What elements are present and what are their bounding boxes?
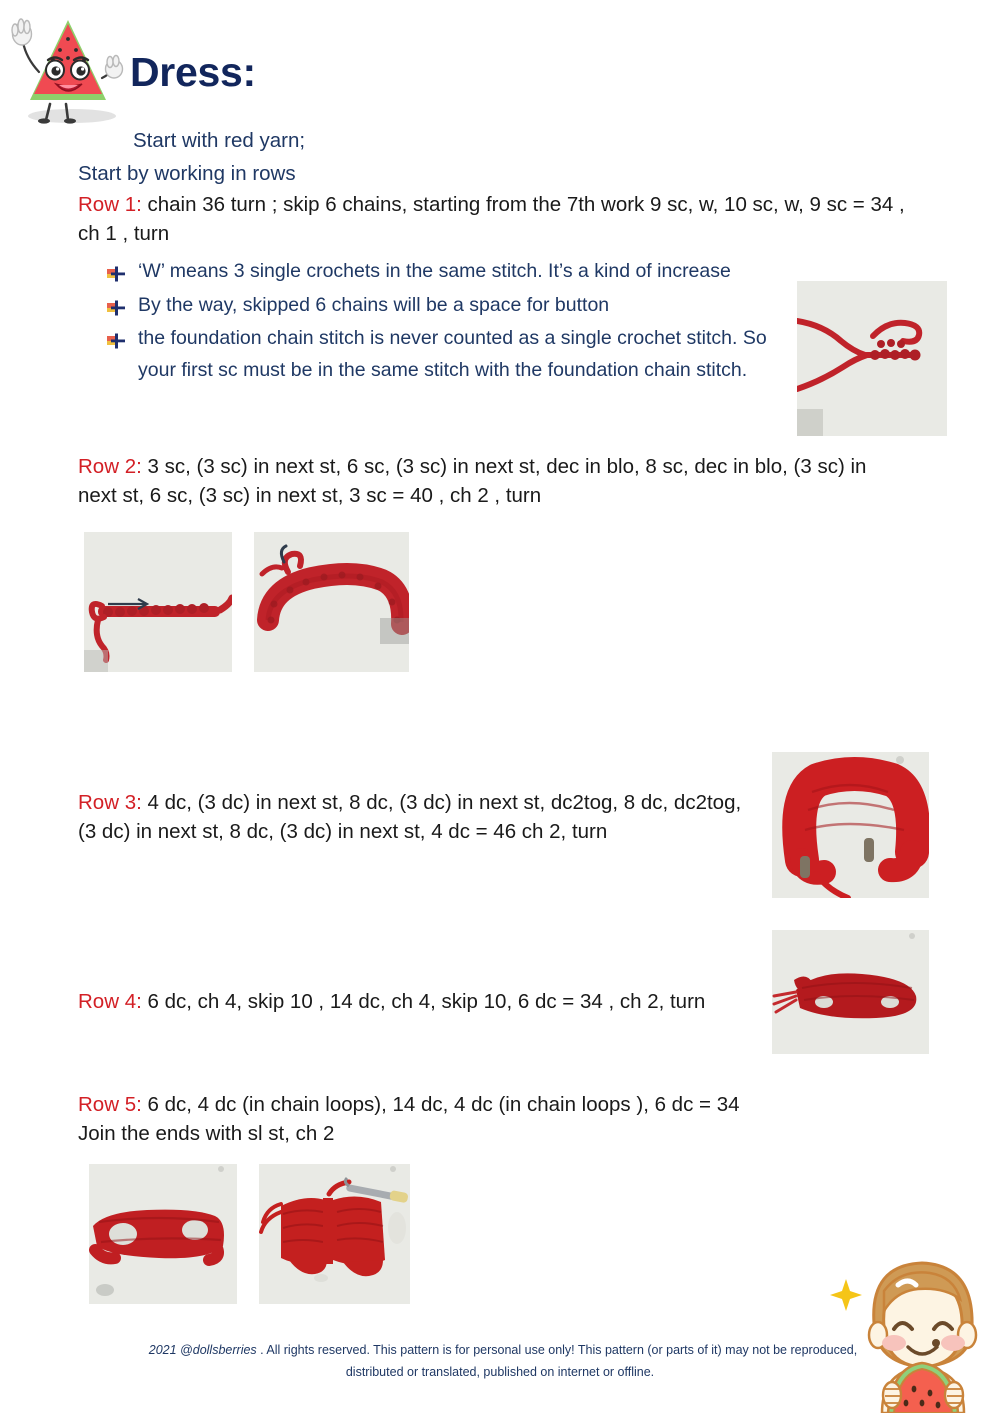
- row-2-text: 3 sc, (3 sc) in next st, 6 sc, (3 sc) in next st, dec in blo, 8 sc, dec in blo, (3 sc) in next st, 6 sc, (3 sc) in next st, 3 sc = 40 , ch 2 , turn: [78, 455, 867, 508]
- row-2-label: Row 2:: [78, 455, 142, 478]
- footer-distribution-line: distributed or translated, published on internet or offline.: [345, 1364, 655, 1379]
- row5-joined-bodice-photo: [259, 1164, 410, 1304]
- footer-copyright-line: [0, 1340, 1000, 1362]
- row1-chain-stitch-photo: [797, 281, 947, 436]
- note-item: [106, 290, 786, 322]
- page-header: [0, 0, 1000, 125]
- row-1-text: chain 36 turn ; skip 6 chains, starting from the 7th work 9 sc, w, 10 sc, w, 9 sc = 34 , ch 1 , turn: [78, 193, 905, 246]
- note-text: ‘W’ means 3 single crochets in the same stitch. It’s a kind of increase: [138, 260, 731, 282]
- row-4-label: Row 4:: [78, 990, 142, 1013]
- page-footer: [0, 1340, 1000, 1384]
- intro-line-rows: Start by working in rows: [78, 162, 296, 185]
- row-1-notes-list: [106, 256, 786, 388]
- row-5-text: 6 dc, 4 dc (in chain loops), 14 dc, 4 dc (in chain loops ), 6 dc = 34: [141, 1093, 740, 1116]
- row-1-instruction: [78, 190, 930, 249]
- dart-bullet-icon: [106, 262, 126, 280]
- row-3-label: Row 3:: [78, 791, 142, 814]
- row-2-instruction: [78, 452, 908, 511]
- row-3-text: 4 dc, (3 dc) in next st, 8 dc, (3 dc) in next st, dc2tog, 8 dc, dc2tog, (3 dc) in next st, 8 dc, (3 dc) in next st, 4 dc = 46 ch 2, turn: [78, 791, 742, 844]
- row5-armholes-photo: [89, 1164, 237, 1304]
- note-text: By the way, skipped 6 chains will be a space for button: [138, 293, 610, 316]
- row4-armholes-photo: [772, 930, 929, 1054]
- row-4-text: 6 dc, ch 4, skip 10 , 14 dc, ch 4, skip 10, 6 dc = 34 , ch 2, turn: [141, 990, 706, 1013]
- row2-worked-row-photo: [254, 532, 409, 672]
- watermelon-mascot-icon: [6, 8, 134, 126]
- row-3-instruction: [78, 788, 758, 847]
- dart-bullet-icon: [106, 329, 126, 347]
- row-5-label: Row 5:: [78, 1093, 142, 1116]
- row2-foundation-chain-photo: [84, 532, 232, 672]
- note-text: the foundation chain stitch is never counted as a single crochet stitch. So your first sc must be in the same stitch with the foundation chain stitch.: [138, 327, 767, 381]
- row3-u-shape-photo: [772, 752, 929, 898]
- note-item: [106, 323, 786, 386]
- dart-bullet-icon: [106, 296, 126, 314]
- row-1-label: Row 1:: [78, 193, 142, 216]
- footer-brand: 2021 @dollsberries: [148, 1343, 257, 1357]
- row-4-instruction: [78, 987, 758, 1016]
- intro-line-yarn: Start with red yarn;: [133, 129, 306, 152]
- row-5-instruction: [78, 1090, 778, 1149]
- footer-rights-text: . All rights reserved. This pattern is for personal use only! This pattern (or parts of it) may not be reproduced,: [256, 1343, 858, 1357]
- note-item: [106, 256, 786, 288]
- row-5-join-text: Join the ends with sl st, ch 2: [78, 1122, 335, 1146]
- girl-eating-watermelon-icon: [822, 1243, 1000, 1413]
- page-title: Dress:: [130, 49, 256, 95]
